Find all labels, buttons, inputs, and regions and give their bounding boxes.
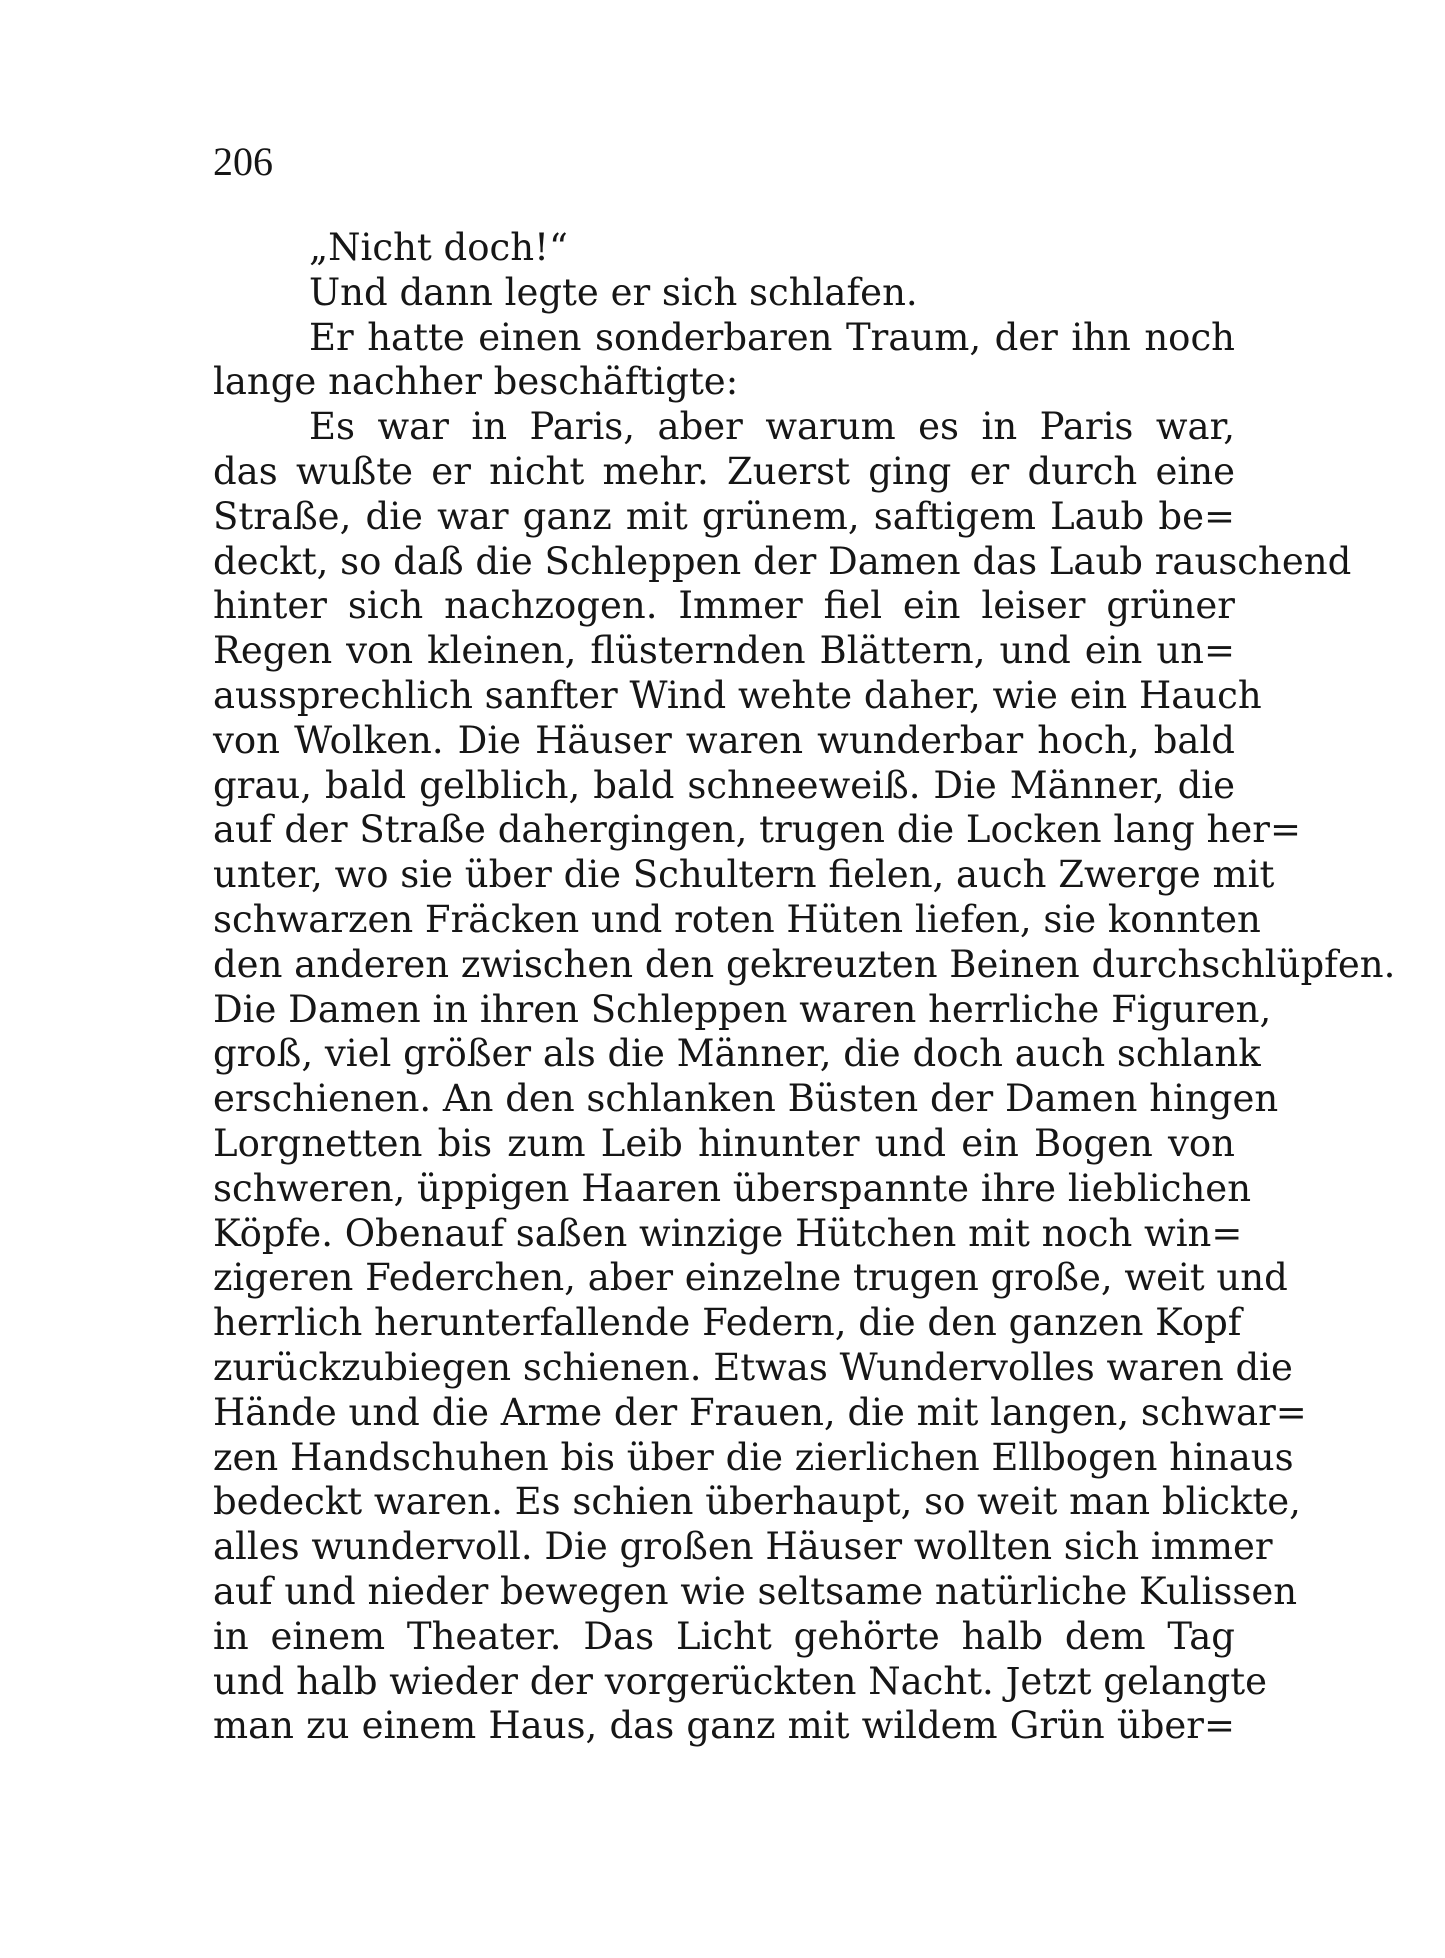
text-line: und halb wieder der vorgerückten Nacht. Jetzt gelangte <box>213 1659 1268 1703</box>
text-line: auf der Straße dahergingen, trugen die Locken lang her= <box>213 808 1301 852</box>
text-line: unter, wo sie über die Schultern fielen, auch Zwerge mit <box>213 853 1275 897</box>
text-line: zigeren Federchen, aber einzelne trugen große, weit und <box>213 1256 1288 1300</box>
text-line: alles wundervoll. Die großen Häuser wollten sich immer <box>213 1525 1273 1569</box>
body-text <box>213 226 1396 1749</box>
text-line: „Nicht doch!“ <box>309 226 568 269</box>
text-line: das wußte er nicht mehr. Zuerst ging er durch eine <box>213 449 1235 493</box>
text-line: erschienen. An den schlanken Büsten der Damen hingen <box>213 1077 1279 1121</box>
text-line: Straße, die war ganz mit grünem, saftigem Laub be= <box>213 494 1235 538</box>
text-line: Hände und die Arme der Frauen, die mit langen, schwar= <box>213 1390 1307 1434</box>
text-line: von Wolken. Die Häuser waren wunderbar hoch, bald <box>213 718 1235 762</box>
text-line: zurückzubiegen schienen. Etwas Wundervolles waren die <box>213 1345 1293 1389</box>
text-line: Regen von kleinen, flüsternden Blättern, und ein un= <box>213 629 1235 673</box>
text-line: Er hatte einen sonderbaren Traum, der ihn noch <box>309 315 1235 359</box>
text-line: Köpfe. Obenauf saßen winzige Hütchen mit noch win= <box>213 1211 1243 1255</box>
text-line: Die Damen in ihren Schleppen waren herrliche Figuren, <box>213 987 1272 1031</box>
text-line: groß, viel größer als die Männer, die doch auch schlank <box>213 1032 1261 1076</box>
text-line: aussprechlich sanfter Wind wehte daher, wie ein Hauch <box>213 673 1262 717</box>
text-line: den anderen zwischen den gekreuzten Beinen durchschlüpfen. <box>213 942 1396 986</box>
text-line: schweren, üppigen Haaren überspannte ihre lieblichen <box>213 1166 1252 1210</box>
text-line: deckt, so daß die Schleppen der Damen das Laub rauschend <box>213 539 1352 583</box>
text-line: auf und nieder bewegen wie seltsame natürliche Kulissen <box>213 1569 1298 1613</box>
text-line: zen Handschuhen bis über die zierlichen Ellbogen hinaus <box>213 1435 1294 1479</box>
text-line: grau, bald gelblich, bald schneeweiß. Die Männer, die <box>213 763 1235 807</box>
page-number: 206 <box>213 139 273 184</box>
text-line: bedeckt waren. Es schien überhaupt, so weit man blickte, <box>213 1480 1301 1524</box>
text-line: in einem Theater. Das Licht gehörte halb dem Tag <box>213 1614 1235 1658</box>
text-line: hinter sich nachzogen. Immer fiel ein leiser grüner <box>213 584 1235 628</box>
text-line: schwarzen Fräcken und roten Hüten liefen, sie konnten <box>213 897 1261 941</box>
text-line: herrlich herunterfallende Federn, die den ganzen Kopf <box>213 1301 1242 1345</box>
text-line: lange nachher beschäftigte: <box>213 360 739 404</box>
text-line: Es war in Paris, aber warum es in Paris war, <box>309 405 1235 449</box>
text-line: Lorgnetten bis zum Leib hinunter und ein Bogen von <box>213 1121 1235 1165</box>
text-line: Und dann legte er sich schlafen. <box>309 270 918 314</box>
text-line: man zu einem Haus, das ganz mit wildem Grün über= <box>213 1704 1235 1748</box>
